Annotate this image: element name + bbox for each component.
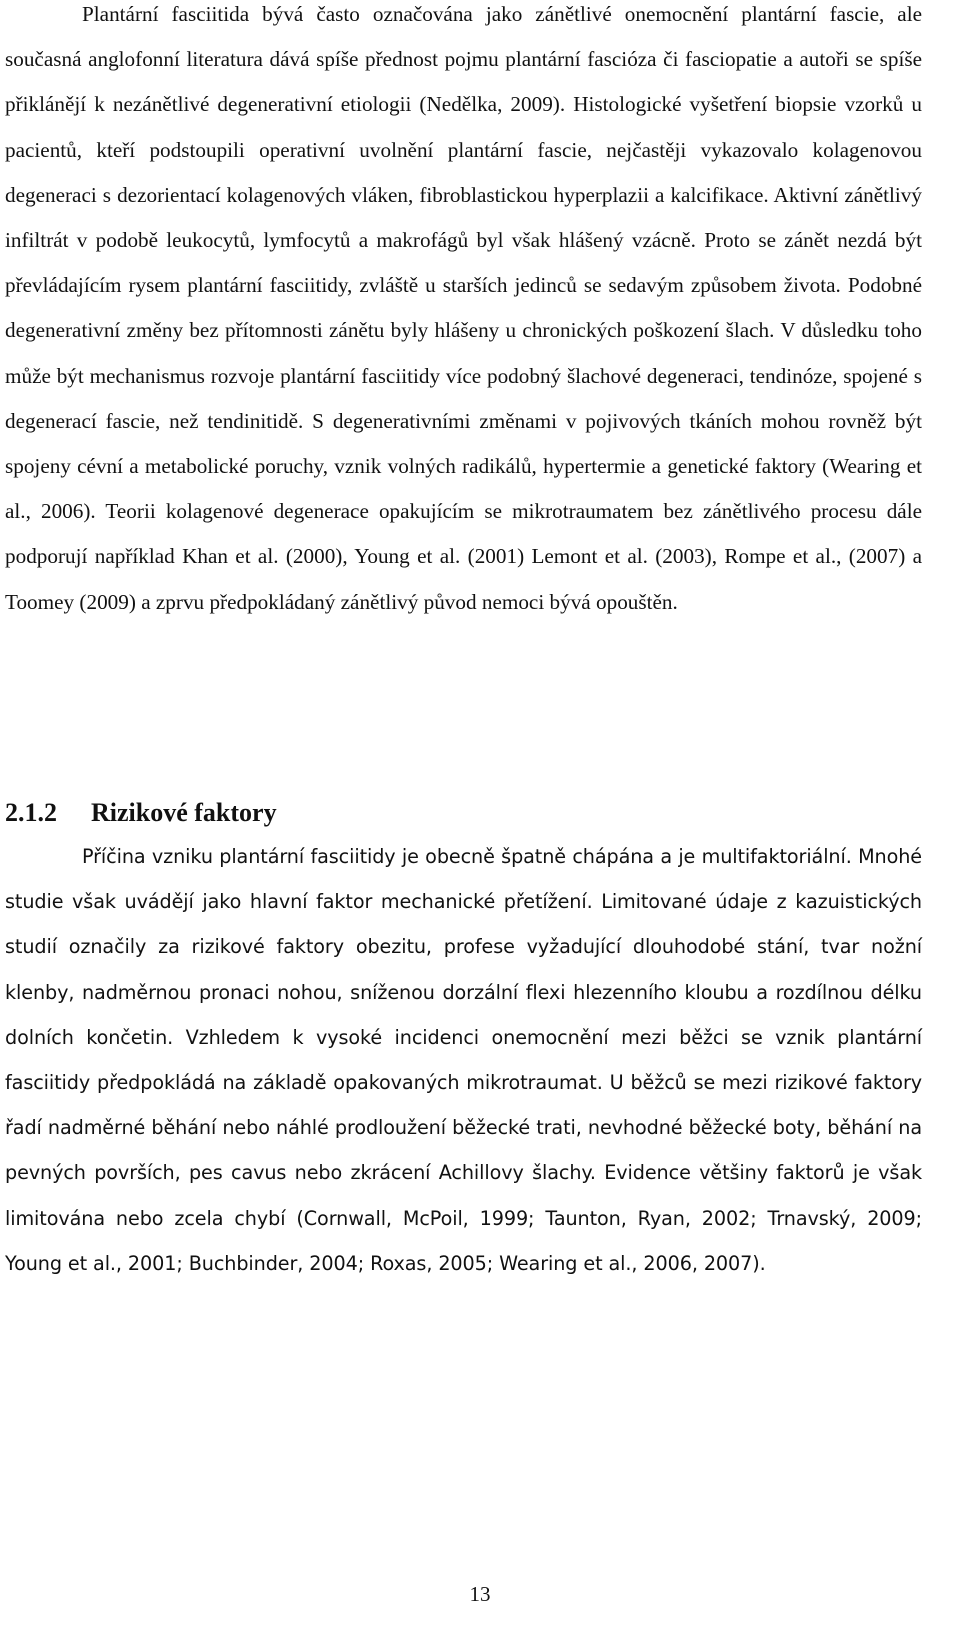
section-heading (5, 798, 277, 828)
document-page (5, 0, 922, 625)
page-number: 13 (469, 1582, 491, 1606)
body-paragraph-risk-factors: Příčina vzniku plantární fasciitidy je obecně špatně chápána a je multifaktoriální. Mnohé studie však uvádějí jako hlavní faktor mechanické přetížení. Limitované údaje z kazuistických studií označily za rizikové faktory obezitu, profese vyžadující dlouhodobé stání, tvar nožní klenby, nadměrnou pronaci nohou, sníženou dorzální flexi hlezenního kloubu a rozdílnou délku dolních končetin. Vzhledem k vysoké incidenci onemocnění mezi běžci se vznik plantární fasciitidy předpokládá na základě opakovaných mikrotraumat. U běžců se mezi rizikové faktory řadí nadměrné běhání nebo náhlé prodloužení běžecké trati, nevhodné běžecké boty, běhání na pevných površích, pes cavus nebo zkrácení Achillovy šlachy. Evidence většiny faktorů je však limitována nebo zcela chybí (Cornwall, McPoil, 1999; Taunton, Ryan, 2002; Trnavský, 2009; Young et al., 2001; Buchbinder, 2004; Roxas, 2005; Wearing et al., 2006, 2007). (5, 845, 922, 1275)
body-paragraph-etiology: Plantární fasciitida bývá často označována jako zánětlivé onemocnění plantární fascie, ale současná anglofonní literatura dává spíše přednost pojmu plantární fascióza či fasciopatie a autoři se spíše přiklánějí k nezánětlivé degenerativní etiologii (Nedělka, 2009). Histologické vyšetření biopsie vzorků u pacientů, kteří podstoupili operativní uvolnění plantární fascie, nejčastěji vykazovalo kolagenovou degeneraci s dezorientací kolagenových vláken, fibroblastickou hyperplazii a kalcifikace. Aktivní zánětlivý infiltrát v podobě leukocytů, lymfocytů a makrofágů byl však hlášený vzácně. Proto se zánět nezdá být převládajícím rysem plantární fasciitidy, zvláště u starších jedinců se sedavým způsobem života. Podobné degenerativní změny bez přítomnosti zánětu byly hlášeny u chronických poškození šlach. V důsledku toho může být mechanismus rozvoje plantární fasciitidy více podobný šlachové degeneraci, tendinóze, spojené s degenerací fascie, než tendinitidě. S degenerativními změnami v pojivových tkáních mohou rovněž být spojeny cévní a metabolické poruchy, vznik volných radikálů, hypertermie a genetické faktory (Wearing et al., 2006). Teorii kolagenové degenerace opakujícím se mikrotraumatem bez zánětlivého procesu dále podporují například Khan et al. (2000), Young et al. (2001) Lemont et al. (2003), Rompe et al., (2007) a Toomey (2009) a zprvu předpokládaný zánětlivý původ nemoci bývá opouštěn. (5, 2, 922, 614)
section-body (5, 834, 922, 1286)
section-number: 2.1.2 (5, 798, 57, 827)
section-title: Rizikové faktory (91, 798, 277, 827)
